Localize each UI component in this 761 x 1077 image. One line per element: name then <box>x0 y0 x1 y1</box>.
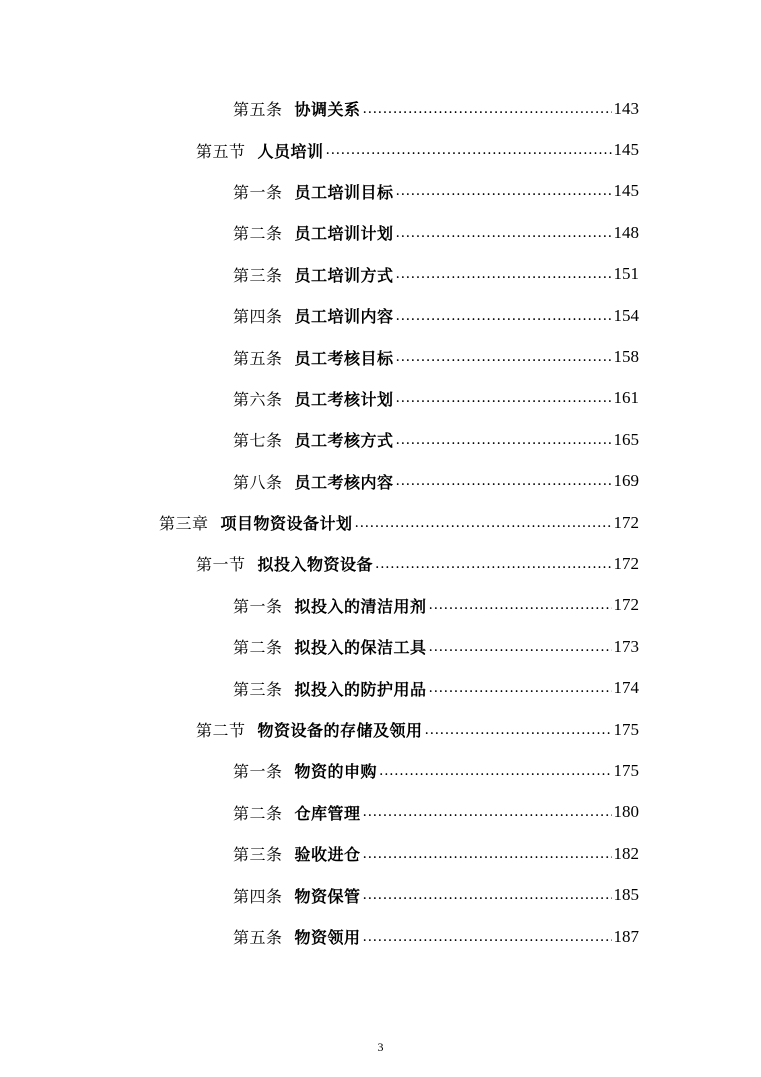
toc-entry <box>0 585 761 626</box>
toc-entry-number: 第四条 <box>233 307 283 327</box>
toc-entry <box>0 336 761 377</box>
toc-entry-title: 人员培训 <box>257 141 324 161</box>
toc-entry-page: 172 <box>613 512 639 532</box>
toc-entry-number: 第五条 <box>233 348 283 368</box>
toc-entry <box>0 378 761 419</box>
dot-leader <box>429 679 612 697</box>
toc-entry-number: 第二条 <box>233 638 283 658</box>
toc-entry-number: 第五条 <box>233 928 283 947</box>
toc-entry-title: 员工培训计划 <box>294 224 394 244</box>
toc-entry-number: 第三条 <box>233 845 283 865</box>
dot-leader <box>429 638 612 656</box>
dot-leader <box>396 224 612 242</box>
toc-entry-title: 物资设备的存储及领用 <box>257 721 423 741</box>
dot-leader <box>425 721 612 739</box>
dot-leader <box>355 514 612 532</box>
dot-leader <box>396 348 612 366</box>
toc-entry-page: 185 <box>613 885 639 905</box>
dot-leader <box>363 803 612 821</box>
toc-entry-title: 员工培训方式 <box>294 265 394 285</box>
toc-entry <box>0 502 761 543</box>
toc-entry-page: 169 <box>613 471 639 491</box>
toc-entry-title: 拟投入物资设备 <box>257 555 374 575</box>
toc-entry <box>0 667 761 708</box>
toc-entry-title: 仓库管理 <box>294 803 361 823</box>
toc-entry-title: 拟投入的防护用品 <box>294 679 427 699</box>
toc-entry-number: 第二条 <box>233 224 283 244</box>
toc-entry-number: 第一节 <box>196 555 246 575</box>
dot-leader <box>363 886 612 904</box>
dot-leader <box>396 389 612 407</box>
toc-entry-page: 180 <box>613 802 639 822</box>
toc-entry <box>0 461 761 502</box>
toc-entry <box>0 419 761 460</box>
toc-entry-title: 项目物资设备计划 <box>220 514 353 534</box>
toc-entry <box>0 543 761 584</box>
toc-entry <box>0 792 761 833</box>
toc-entry-title: 物资的申购 <box>294 762 378 782</box>
dot-leader <box>396 265 612 283</box>
toc-entry-page: 175 <box>613 760 639 780</box>
toc-entry-number: 第五节 <box>196 141 246 161</box>
toc-entry-number: 第七条 <box>233 431 283 451</box>
toc-entry-number: 第五条 <box>233 100 283 120</box>
toc-entry-title: 员工考核计划 <box>294 389 394 409</box>
table-of-contents <box>0 88 761 957</box>
toc-entry-number: 第三章 <box>159 514 209 534</box>
dot-leader <box>375 555 611 573</box>
toc-entry-page: 154 <box>613 305 639 325</box>
toc-entry-page: 173 <box>613 636 639 656</box>
toc-entry-number: 第三条 <box>233 265 283 285</box>
toc-entry <box>0 88 761 129</box>
toc-entry <box>0 833 761 874</box>
toc-entry <box>0 916 761 957</box>
toc-entry-title: 物资领用 <box>294 928 361 947</box>
toc-entry-title: 员工考核方式 <box>294 431 394 451</box>
toc-entry-number: 第八条 <box>233 472 283 492</box>
toc-entry-page: 165 <box>613 429 639 449</box>
toc-entry <box>0 874 761 915</box>
toc-entry <box>0 254 761 295</box>
dot-leader <box>363 845 612 863</box>
toc-entry-page: 175 <box>613 719 639 739</box>
dot-leader <box>363 100 612 118</box>
toc-entry-number: 第一条 <box>233 762 283 782</box>
toc-entry-title: 员工考核内容 <box>294 472 394 492</box>
toc-entry-title: 员工考核目标 <box>294 348 394 368</box>
toc-entry-number: 第三条 <box>233 679 283 699</box>
toc-entry-page: 151 <box>613 264 639 284</box>
toc-entry-number: 第六条 <box>233 389 283 409</box>
dot-leader <box>396 472 612 490</box>
toc-entry <box>0 709 761 750</box>
toc-entry-number: 第一条 <box>233 182 283 202</box>
dot-leader <box>396 307 612 325</box>
toc-entry <box>0 295 761 336</box>
toc-entry-title: 拟投入的保洁工具 <box>294 638 427 658</box>
toc-entry-page: 145 <box>613 140 639 160</box>
toc-entry-page: 187 <box>613 926 639 946</box>
toc-entry-page: 172 <box>613 553 639 573</box>
toc-entry-page: 143 <box>613 98 639 118</box>
toc-entry-title: 员工培训目标 <box>294 182 394 202</box>
dot-leader <box>379 762 611 780</box>
toc-entry-number: 第二条 <box>233 803 283 823</box>
dot-leader <box>429 596 612 614</box>
toc-entry-number: 第二节 <box>196 721 246 741</box>
dot-leader <box>396 182 612 200</box>
toc-entry-title: 拟投入的清洁用剂 <box>294 596 427 616</box>
page-number: 3 <box>377 1040 384 1054</box>
toc-entry <box>0 171 761 212</box>
toc-entry <box>0 212 761 253</box>
toc-entry-page: 182 <box>613 843 639 863</box>
dot-leader <box>363 928 612 946</box>
toc-entry-title: 验收进仓 <box>294 845 361 865</box>
toc-entry-page: 174 <box>613 678 639 698</box>
dot-leader <box>396 431 612 449</box>
toc-entry <box>0 129 761 170</box>
toc-entry-title: 协调关系 <box>294 100 361 120</box>
toc-entry-title: 物资保管 <box>294 886 361 906</box>
toc-entry-title: 员工培训内容 <box>294 307 394 327</box>
dot-leader <box>326 141 612 159</box>
toc-entry-page: 158 <box>613 347 639 367</box>
toc-entry-page: 172 <box>613 595 639 615</box>
toc-entry-page: 148 <box>613 222 639 242</box>
toc-entry-number: 第一条 <box>233 596 283 616</box>
toc-entry-number: 第四条 <box>233 886 283 906</box>
toc-entry-page: 161 <box>613 388 639 408</box>
toc-entry <box>0 626 761 667</box>
toc-entry-page: 145 <box>613 181 639 201</box>
toc-entry <box>0 750 761 791</box>
